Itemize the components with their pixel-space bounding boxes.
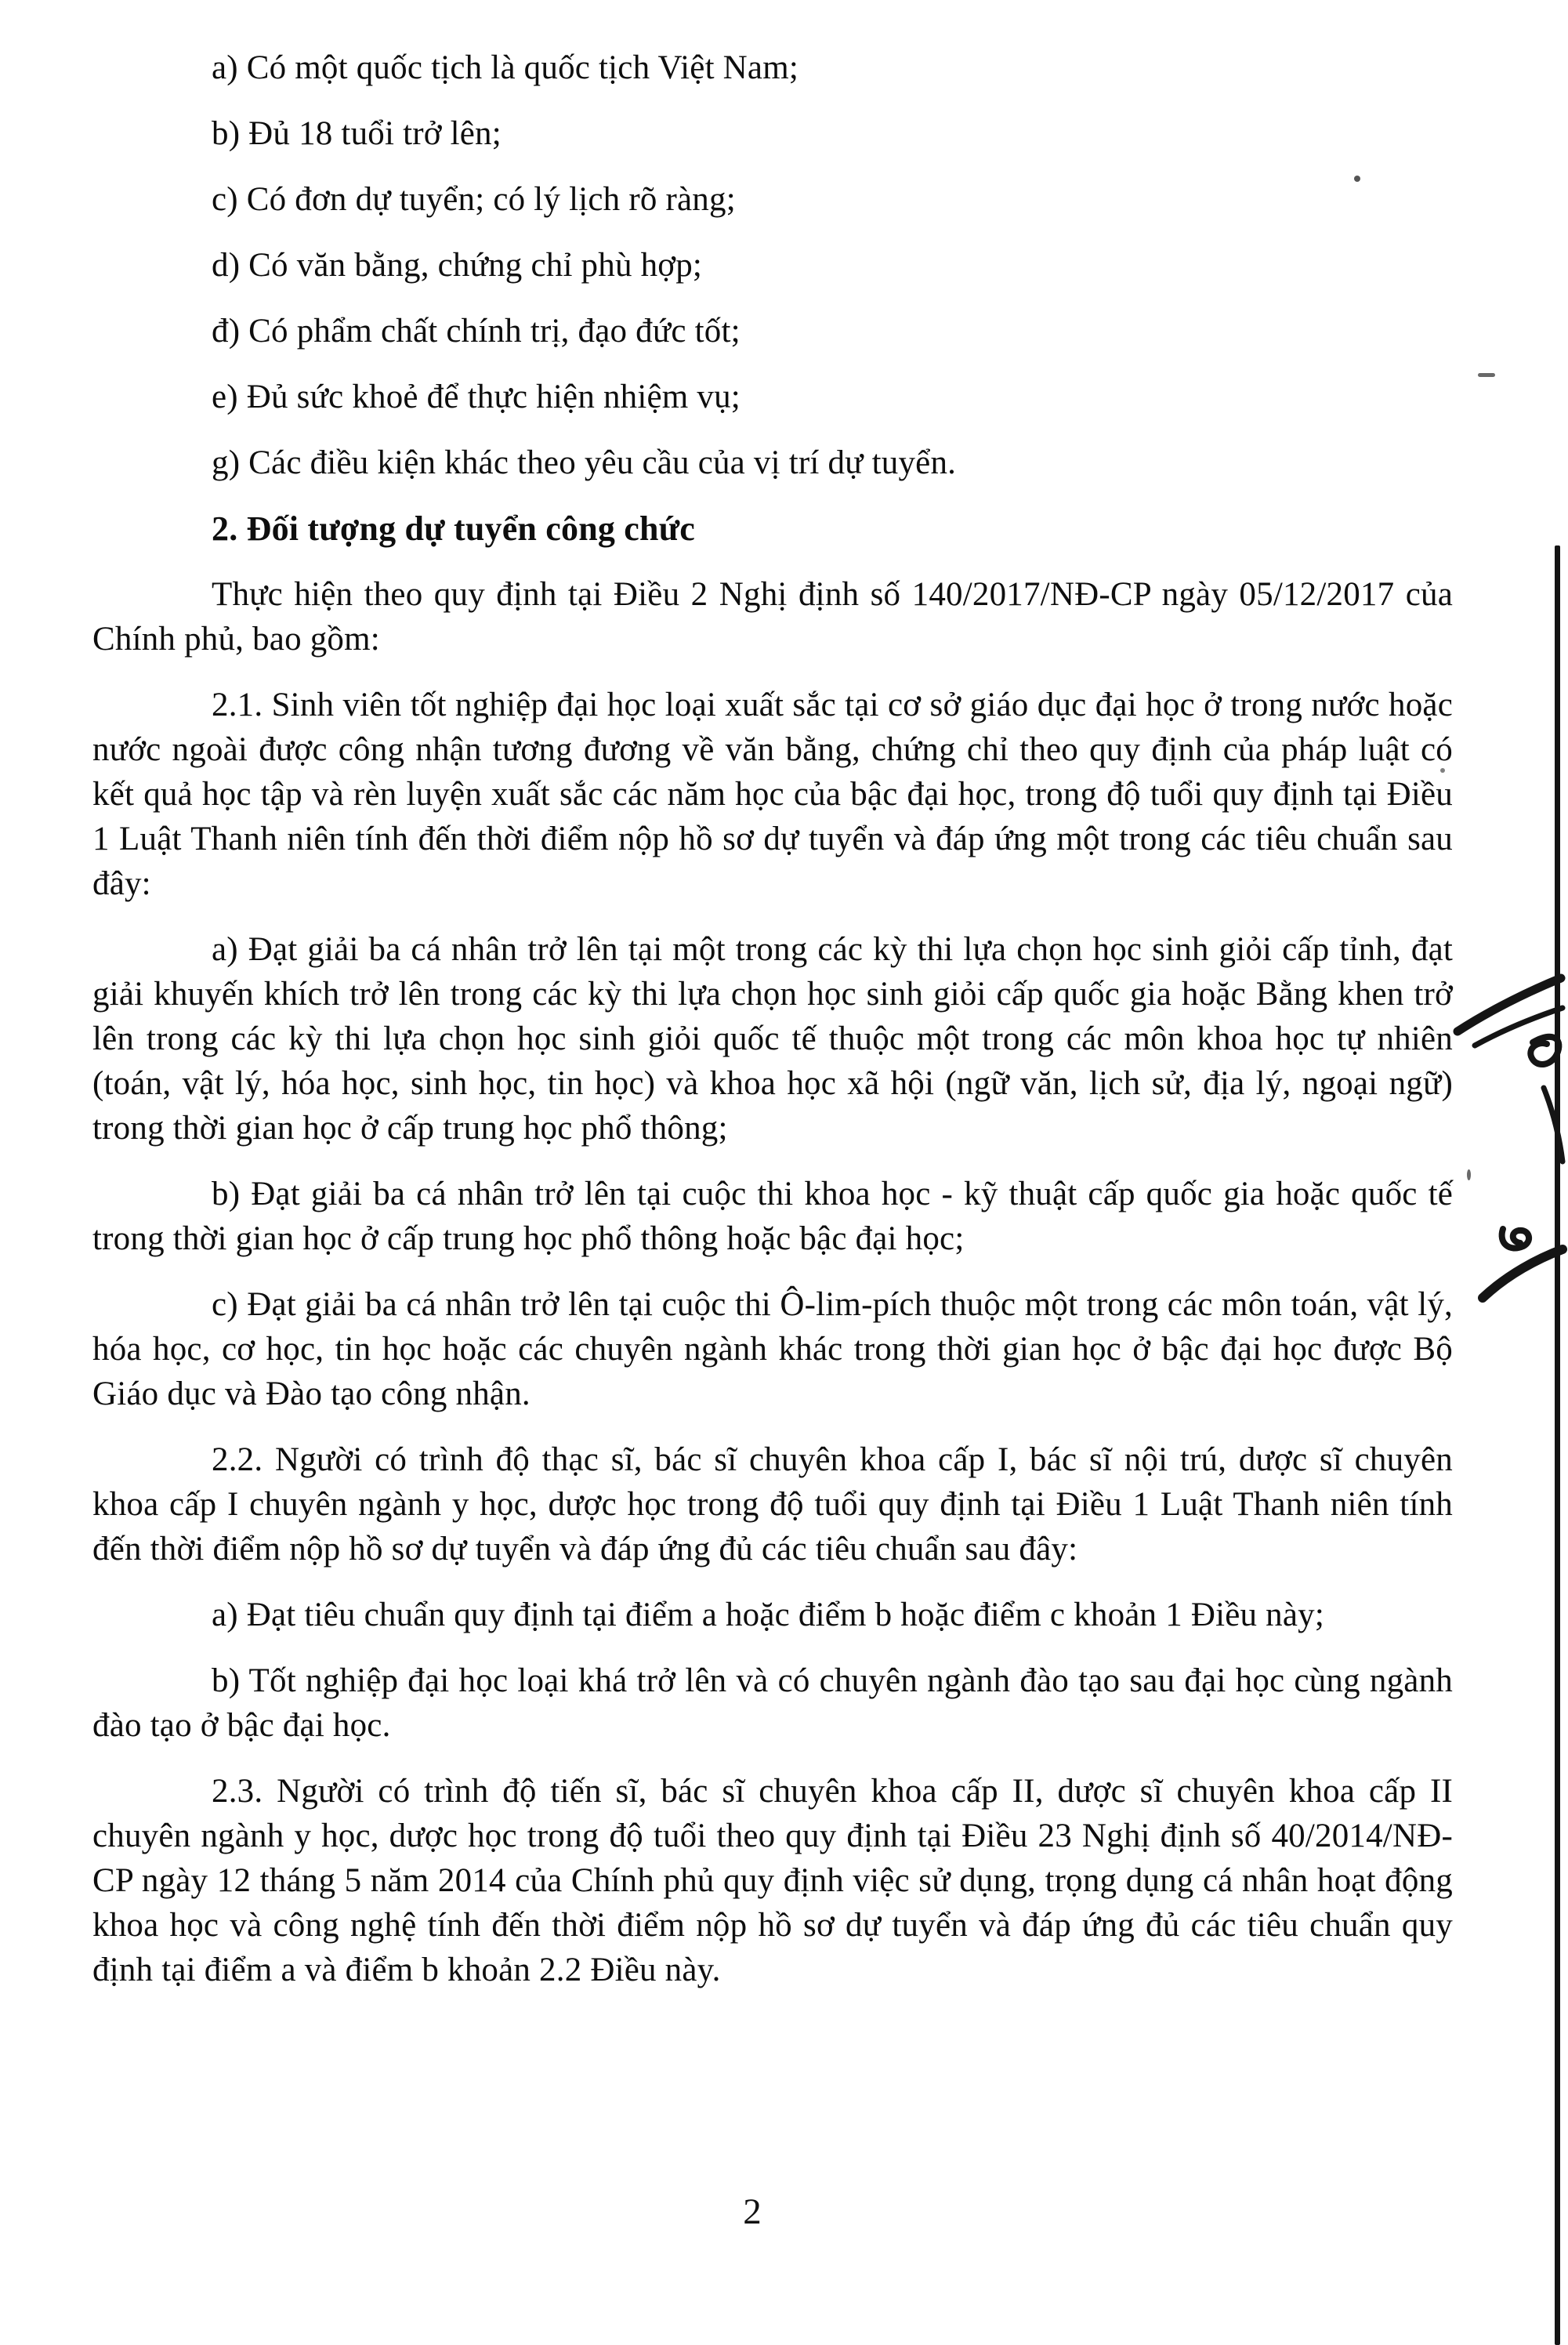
condition-list-item-d: d) Có văn bằng, chứng chỉ phù hợp;	[212, 247, 703, 284]
condition-list-item-a: a) Có một quốc tịch là quốc tịch Việt Nam;	[212, 49, 798, 86]
scan-speck	[1354, 176, 1360, 182]
paragraph-2-2-a: a) Đạt tiêu chuẩn quy định tại điểm a hoặc điểm b hoặc điểm c khoản 1 Điều này;	[212, 1597, 1325, 1633]
paragraph-2-1-c: c) Đạt giải ba cá nhân trở lên tại cuộc thi Ô-lim-pích thuộc một trong các môn toán, vật lý, hóa học, cơ học, tin học hoặc các chuyên ngành khác trong thời gian học ở bậc đại học được Bộ Giáo dục và Đào tạo công nhận.	[92, 1286, 1453, 1412]
paragraph-2-2: 2.2. Người có trình độ thạc sĩ, bác sĩ chuyên khoa cấp I, bác sĩ nội trú, dược sĩ chuyên khoa cấp I chuyên ngành y học, dược học trong độ tuổi quy định tại Điều 1 Luật Thanh niên tính đến thời điểm nộp hồ sơ dự tuyển và đáp ứng đủ các tiêu chuẩn sau đây:	[92, 1441, 1453, 1568]
condition-list-item-dd: đ) Có phẩm chất chính trị, đạo đức tốt;	[212, 313, 741, 350]
handwritten-pen-mark	[1451, 970, 1567, 1315]
condition-list-item-b: b) Đủ 18 tuổi trở lên;	[212, 115, 502, 152]
condition-list-item-e: e) Đủ sức khoẻ để thực hiện nhiệm vụ;	[212, 379, 741, 415]
scan-speck	[1467, 1169, 1471, 1180]
scan-edge-line-artifact	[1555, 545, 1560, 2345]
paragraph-2-1-b: b) Đạt giải ba cá nhân trở lên tại cuộc thi khoa học - kỹ thuật cấp quốc gia hoặc quốc tế trong thời gian học ở cấp trung học phổ thông hoặc bậc đại học;	[92, 1176, 1453, 1257]
page-number: 2	[743, 2191, 762, 2232]
scan-speck	[1440, 768, 1445, 773]
paragraph-2-1-a: a) Đạt giải ba cá nhân trở lên tại một trong các kỳ thi lựa chọn học sinh giỏi cấp tỉnh, đạt giải khuyến khích trở lên trong các kỳ thi lựa chọn học sinh giỏi cấp quốc gia hoặc Bằng khen trở lên trong các kỳ thi lựa chọn học sinh giỏi quốc tế thuộc một trong các môn khoa học tự nhiên (toán, vật lý, hóa học, sinh học, tin học) và khoa học xã hội (ngữ văn, lịch sử, địa lý, ngoại ngữ) trong thời gian học ở cấp trung học phổ thông;	[92, 931, 1453, 1147]
paragraph-intro: Thực hiện theo quy định tại Điều 2 Nghị định số 140/2017/NĐ-CP ngày 05/12/2017 của Chính phủ, bao gồm:	[92, 576, 1453, 658]
condition-list-item-g: g) Các điều kiện khác theo yêu cầu của vị trí dự tuyển.	[212, 444, 957, 481]
document-body	[92, 45, 1453, 1992]
condition-list-item-c: c) Có đơn dự tuyển; có lý lịch rõ ràng;	[212, 181, 736, 218]
scan-speck	[1478, 373, 1495, 377]
paragraph-2-3: 2.3. Người có trình độ tiến sĩ, bác sĩ chuyên khoa cấp II, dược sĩ chuyên khoa cấp II chuyên ngành y học, dược học trong độ tuổi theo quy định tại Điều 23 Nghị định số 40/2014/NĐ-CP ngày 12 tháng 5 năm 2014 của Chính phủ quy định việc sử dụng, trọng dụng cá nhân hoạt động khoa học và công nghệ tính đến thời điểm nộp hồ sơ dự tuyển và đáp ứng đủ các tiêu chuẩn quy định tại điểm a và điểm b khoản 2.2 Điều này.	[92, 1773, 1453, 1988]
paragraph-2-1: 2.1. Sinh viên tốt nghiệp đại học loại xuất sắc tại cơ sở giáo dục đại học ở trong nước hoặc nước ngoài được công nhận tương đương về văn bằng, chứng chỉ theo quy định của pháp luật có kết quả học tập và rèn luyện xuất sắc các năm học của bậc đại học, trong độ tuổi quy định tại Điều 1 Luật Thanh niên tính đến thời điểm nộp hồ sơ dự tuyển và đáp ứng một trong các tiêu chuẩn sau đây:	[92, 687, 1453, 902]
section-2-heading: 2. Đối tượng dự tuyển công chức	[212, 509, 696, 548]
paragraph-2-2-b: b) Tốt nghiệp đại học loại khá trở lên và có chuyên ngành đào tạo sau đại học cùng ngành đào tạo ở bậc đại học.	[92, 1662, 1453, 1744]
